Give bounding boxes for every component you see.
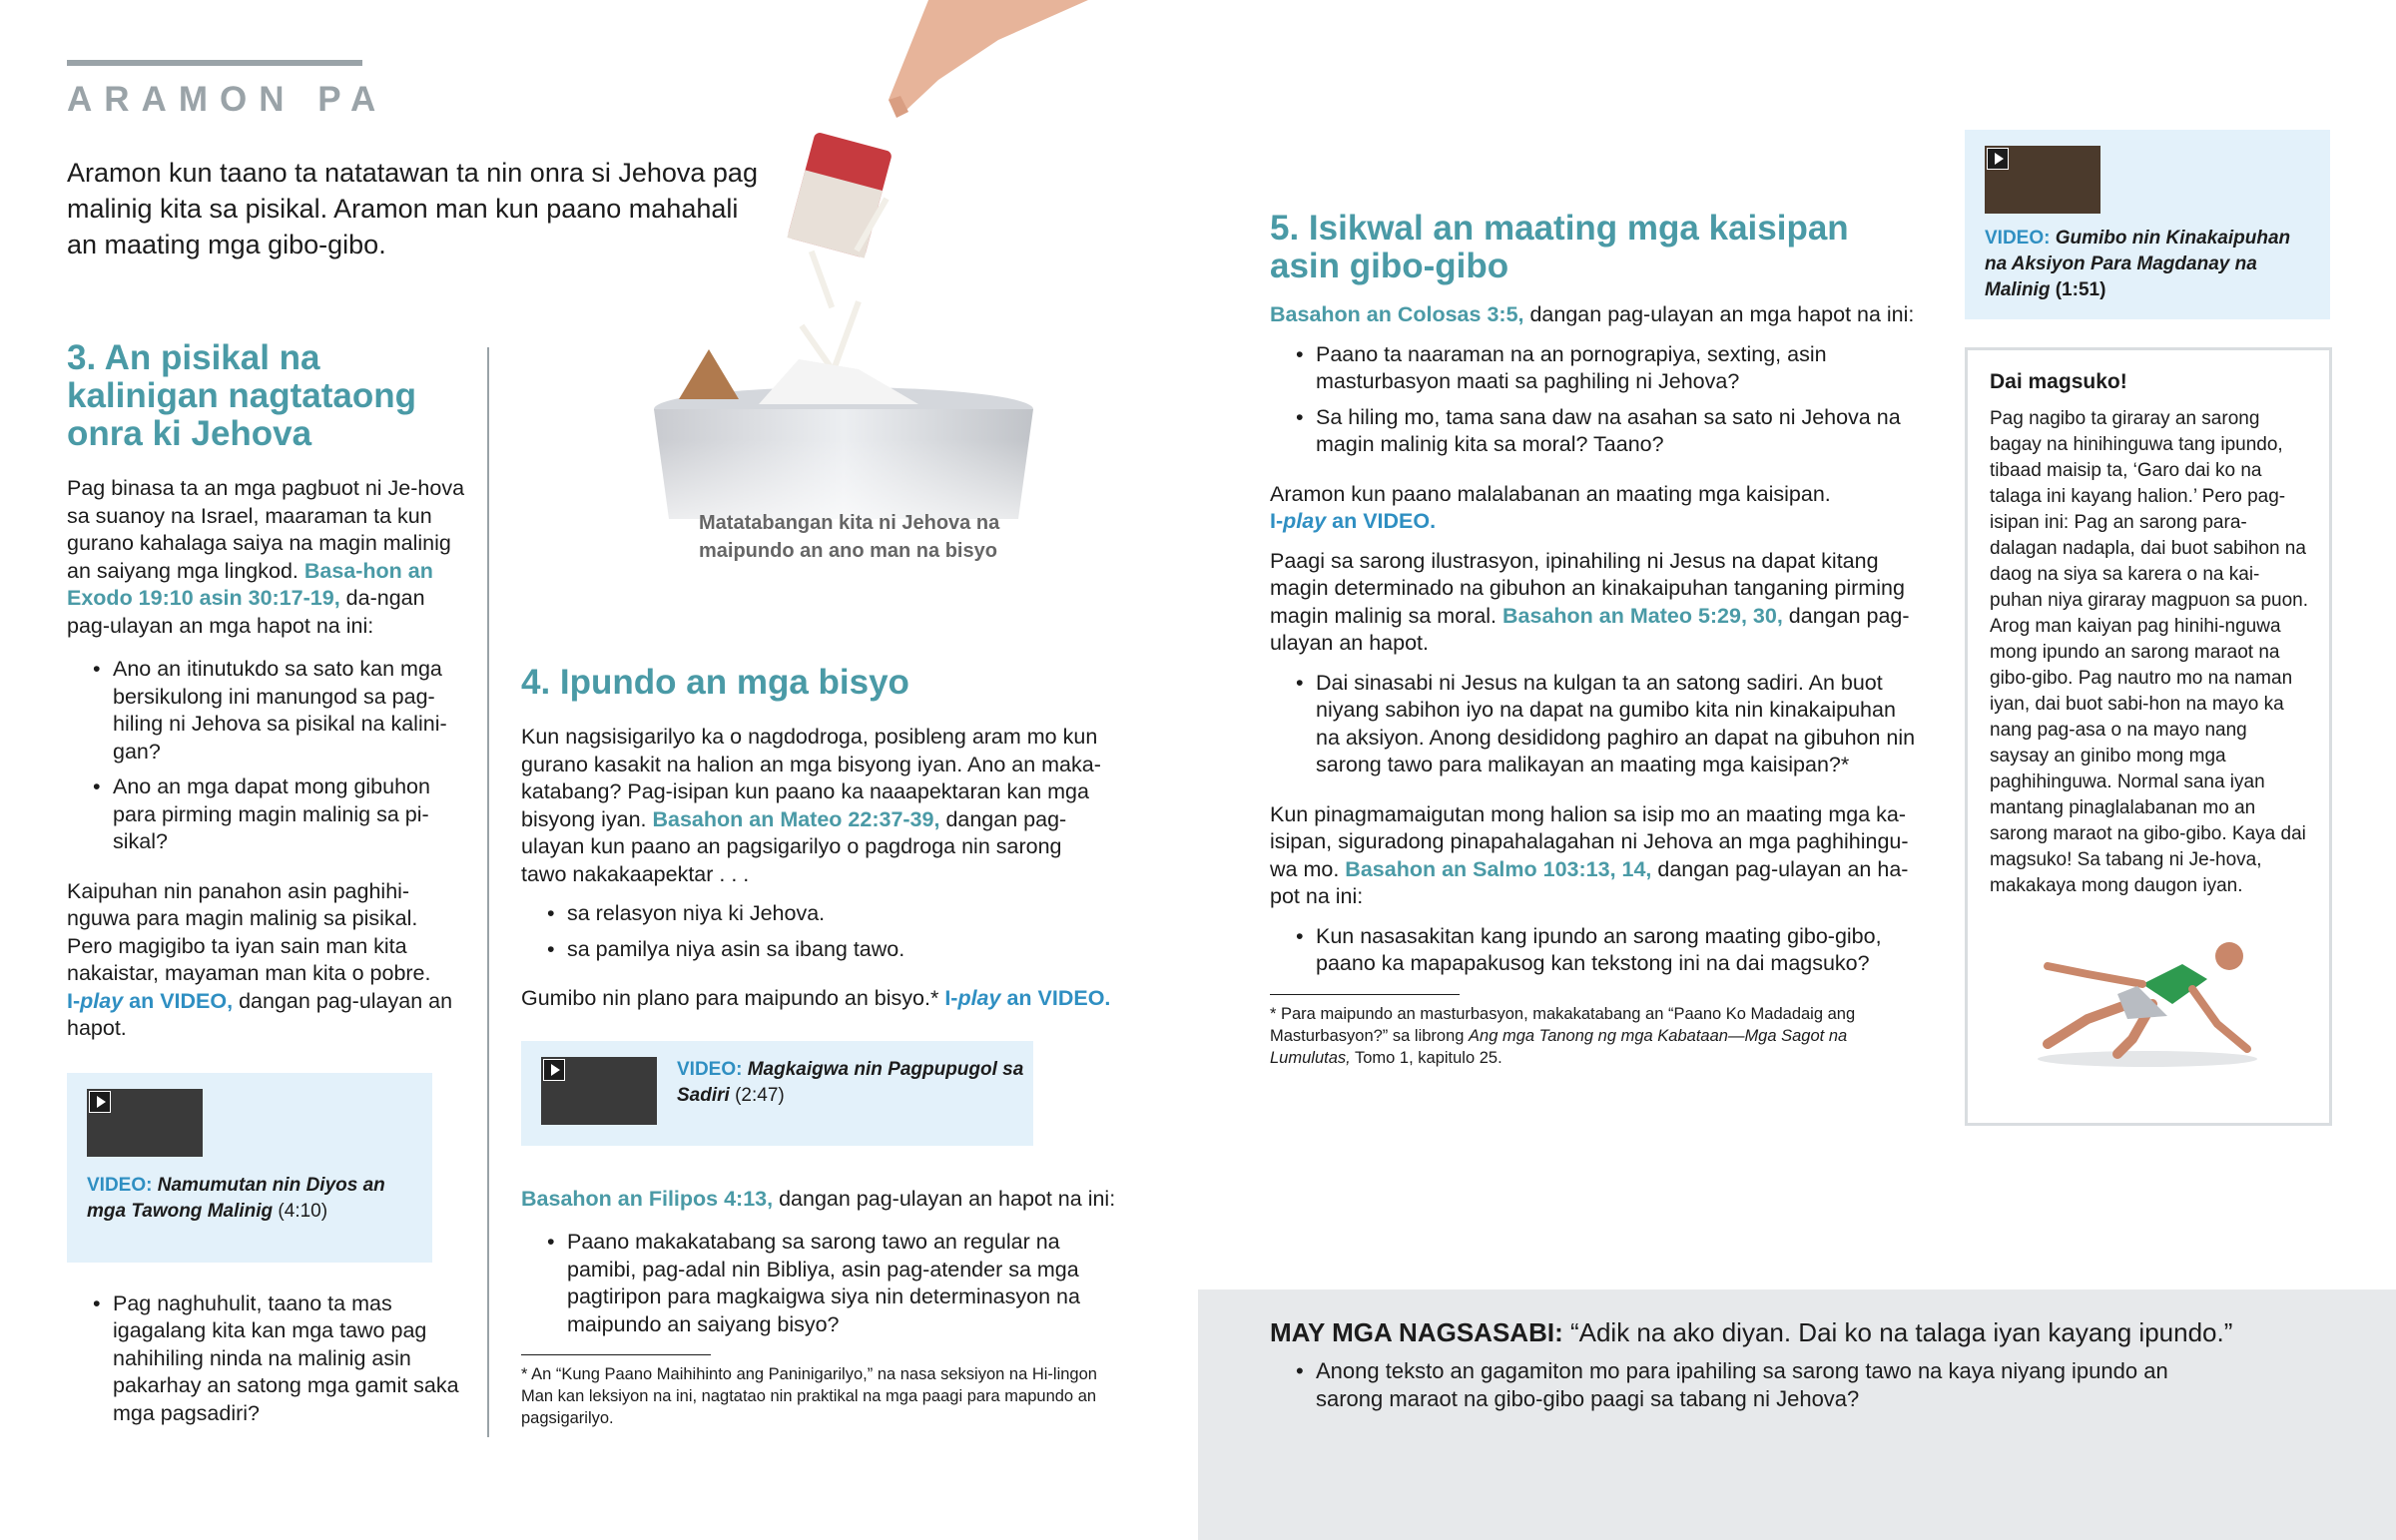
list-item: • Pag naghuhulit, taano ta mas igagalang kita kan mga tawo pag nahihiling ninda na malinig asin pakarhay an satong mga gamit saka mga pagsadiri? bbox=[87, 1290, 466, 1428]
paragraph: I-play an VIDEO, dangan pag-ulayan an hapot. bbox=[67, 988, 453, 1040]
paragraph: Gumibo nin plano para maipundo an bisyo.* I-play an VIDEO. bbox=[521, 986, 1111, 1010]
section-label: ARAMON PA bbox=[67, 80, 388, 119]
question-list bbox=[1290, 923, 1919, 978]
video-thumbnail[interactable] bbox=[541, 1057, 657, 1125]
section-3-paragraph bbox=[67, 475, 466, 640]
scripture-link[interactable]: Basahon an Filipos 4:13, bbox=[521, 1186, 774, 1211]
paragraph: Kaipuhan nin panahon asin paghihi-nguwa para magin malinig sa pisikal. Pero magigibo ta iyan sain man kita nakaistar, mayaman man kita o pobre. bbox=[67, 878, 431, 985]
list-item: • sa relasyon niya ki Jehova. bbox=[541, 900, 1120, 928]
question-list bbox=[541, 900, 1120, 963]
scripture-link[interactable]: Basahon an Colosas 3:5, bbox=[1270, 302, 1524, 326]
list-item: • Anong teksto an gagamiton mo para ipahiling sa sarong tawo na kaya niyang ipundo an sarong maraot na gibo-gibo paagi sa tabang ni Jehova? bbox=[1290, 1357, 2188, 1412]
discussion-quote: MAY MGA NAGSASABI: “Adik na ako diyan. Dai ko na talaga iyan kayang ipundo.” bbox=[1270, 1317, 2233, 1347]
list-item: • sa pamilya niya asin sa ibang tawo. bbox=[541, 936, 1120, 964]
question-list bbox=[87, 1290, 466, 1428]
discussion-block bbox=[1270, 1315, 2268, 1412]
scripture-link[interactable]: Basahon an Salmo 103:13, 14, bbox=[1345, 856, 1652, 881]
section-3 bbox=[67, 339, 466, 1427]
scripture-link[interactable]: Basa-hon an Exodo 19:10 asin 30:17-19, bbox=[67, 558, 433, 610]
list-item: • Dai sinasabi ni Jesus na kulgan ta an satong sadiri. An buot niyang sabihon iyo na dapat na gumibo kita nin kinakaipuhan na aksiyon. Anong desididong paghiro an dapat na gibuhon nin sarong tawo para malikayan an maating mga kaisipan?* bbox=[1290, 670, 1919, 779]
question-list bbox=[87, 656, 466, 856]
list-item: • Ano an mga dapat mong gibuhon para pirming magin malinig sa pi-sikal? bbox=[87, 773, 466, 856]
play-icon[interactable] bbox=[1987, 148, 2009, 170]
video-card[interactable] bbox=[521, 1041, 1033, 1146]
play-video-line bbox=[1270, 508, 1934, 536]
paragraph: Basahon an Filipos 4:13, dangan pag-ulayan an hapot na ini: bbox=[521, 1186, 1116, 1211]
paragraph-text: Pag binasa ta an mga pagbuot ni Je-hova sa suanoy na Israel, maaraman ta kun gurano kahalaga saiya na magin malinig an saiyang mga lingkod. bbox=[67, 476, 465, 583]
column-divider bbox=[487, 347, 489, 1437]
list-item: • Paano ta naaraman na an pornograpiya, sexting, asin masturbasyon maati sa paghiling ni Jehova? bbox=[1290, 341, 1919, 396]
intro-text: Aramon kun taano ta natatawan ta nin onra si Jehova pag malinig kita sa pisikal. Aramon man kun paano mahahali an maating mga gibo-gibo. bbox=[67, 158, 758, 259]
play-video-link[interactable]: I-play an VIDEO. bbox=[1270, 509, 1437, 533]
list-item: • Ano an itinutukdo sa sato kan mga bersikulong ini manungod sa pag-hiling ni Jehova sa pisikal na kalini-gan? bbox=[87, 656, 466, 766]
video-thumbnail[interactable] bbox=[1985, 146, 2100, 214]
section-4-heading: 4. Ipundo an mga bisyo bbox=[521, 663, 909, 702]
section-3-heading: 3. An pisikal na kalinigan nagtataong onra ki Jehova bbox=[67, 338, 417, 453]
footnote-rule bbox=[1270, 994, 1460, 995]
play-icon[interactable] bbox=[89, 1091, 111, 1113]
video-caption: VIDEO: Gumibo nin Kinakaipuhan na Aksiyon Para Magdanay na Malinig (1:51) bbox=[1985, 228, 2291, 300]
footnote: * An “Kung Paano Maihihinto ang Paninigarilyo,” na nasa seksiyon na Hi-lingon Man kan leksiyon na ini, nagtatao nin praktikal na mga paagi para mapundo an pagsigarilyo. bbox=[521, 1365, 1097, 1427]
photo-caption: Matatabangan kita ni Jehova na maipundo an ano man na bisyo bbox=[699, 512, 1000, 562]
question-list bbox=[1290, 670, 1919, 779]
runner-illustration bbox=[1968, 924, 2329, 1074]
video-caption: VIDEO: Namumutan nin Diyos an mga Tawong Malinig (4:10) bbox=[87, 1174, 385, 1222]
section-5 bbox=[1270, 210, 1934, 1069]
footnote: * Para maipundo an masturbasyon, makakatabang an “Paano Ko Madadaig ang Masturbasyon?” sa librong Ang mga Tanong ng mga Kabataan—Mga Sagot na Lumulutas, Tomo 1, kapitulo 25. bbox=[1270, 1004, 1856, 1067]
list-item: • Sa hiling mo, tama sana daw na asahan sa sato ni Jehova na magin malinig kita sa moral? Taano? bbox=[1290, 404, 1919, 459]
list-item: • Paano makakatabang sa sarong tawo an regular na pamibi, pag-adal nin Bibliya, asin pag-atender sa mga pagtiripon para magkaigwa siya nin determinasyon na maipundo an saiyang bisyo? bbox=[541, 1229, 1100, 1338]
scripture-link[interactable]: Basahon an Mateo 5:29, 30, bbox=[1502, 603, 1783, 628]
section-4 bbox=[521, 664, 1120, 1429]
video-thumbnail[interactable] bbox=[87, 1089, 203, 1157]
sidebar-video-card[interactable] bbox=[1965, 130, 2330, 319]
footnote-rule bbox=[521, 1354, 711, 1355]
video-card[interactable] bbox=[67, 1073, 432, 1263]
paragraph: Basahon an Colosas 3:5, dangan pag-ulayan an mga hapot na ini: bbox=[1270, 302, 1915, 326]
section-4-paragraph: Kun nagsisigarilyo ka o nagdodroga, posibleng aram mo kun gurano kasakit na halion an mga bisyong iyan. Ano an maka-katabang? Pag-isipan kun paano ka naaapektaran kan mga bisyong iyan. Basahon an Mateo 22:37-39, dangan pag-ulayan kun paano an pagsigarilyo o pagdroga nin sarong tawo nakakaapektar . . . bbox=[521, 725, 1101, 886]
paragraph: Kun pinagmamaigutan mong halion sa isip mo an maating mga ka-isipan, siguradong pinapahalagahan ni Jehova an mga paghihingu-wa mo. Basahon an Salmo 103:13, 14, dangan pag-ulayan an ha-pot na ini: bbox=[1270, 801, 1909, 908]
question-list bbox=[1290, 1357, 2188, 1412]
trash-can-illustration bbox=[639, 0, 1088, 564]
question-list bbox=[1290, 341, 1919, 459]
paragraph: Aramon kun paano malalabanan an maating mga kaisipan. bbox=[1270, 481, 1831, 506]
play-video-link[interactable]: I-play an VIDEO, bbox=[67, 988, 234, 1013]
box-text: Pag nagibo ta giraray an sarong bagay na hinihinguwa tang ipundo, tibaad maisip ta, ‘Garo dai ko na talaga ini kayang halion.’ Pero pag-isipan ini: Pag an sarong para-dalagan nadapla, dai buot sabihon na daog na siya sa karera o na kai-puhan niya giraray magpuon sa puon. Arog man kaiyan pag hinihi-nguwa mong ipundo an sarong maraot na gibo-gibo. Pag nautro mo na naman iyan, dai buot sabi-hon na mayo ka nang pag-asa o na mayo nang saysay an ginibo mong mga paghihinguwa. Normal sana iyan mantang pinaglalabanan mo an sarong maraot na gibo-gibo. Kaya dai magsuko! Sa tabang ni Je-hova, makakaya mong daugon iyan. bbox=[1990, 408, 2309, 896]
scripture-link[interactable]: Basahon an Mateo 22:37-39, bbox=[652, 806, 940, 831]
list-item: • Kun nasasakitan kang ipundo an sarong maating gibo-gibo, paano ka mapapakusog kan tekstong ini na dai magsuko? bbox=[1290, 923, 1919, 978]
header-rule bbox=[67, 60, 362, 66]
paragraph: Paagi sa sarong ilustrasyon, ipinahiling ni Jesus na dapat kitang magin determinado na gibuhon an kinakaipuhan tanganing pirming magin malinig sa moral. Basahon an Mateo 5:29, 30, dangan pag-ulayan an hapot. bbox=[1270, 548, 1910, 655]
section-5-heading: 5. Isikwal an maating mga kaisipan asin gibo-gibo bbox=[1270, 209, 1849, 285]
question-list bbox=[541, 1229, 1100, 1338]
video-caption: VIDEO: Magkaigwa nin Pagpupugol sa Sadiri (2:47) bbox=[677, 1058, 1024, 1106]
play-video-link[interactable]: I-play an VIDEO. bbox=[944, 986, 1111, 1010]
box-title: Dai magsuko! bbox=[1990, 370, 2127, 393]
paragraph-text: da-ngan pag-ulayan an mga hapot na ini: bbox=[67, 586, 425, 638]
play-icon[interactable] bbox=[543, 1059, 565, 1081]
encouragement-box bbox=[1965, 347, 2332, 1126]
